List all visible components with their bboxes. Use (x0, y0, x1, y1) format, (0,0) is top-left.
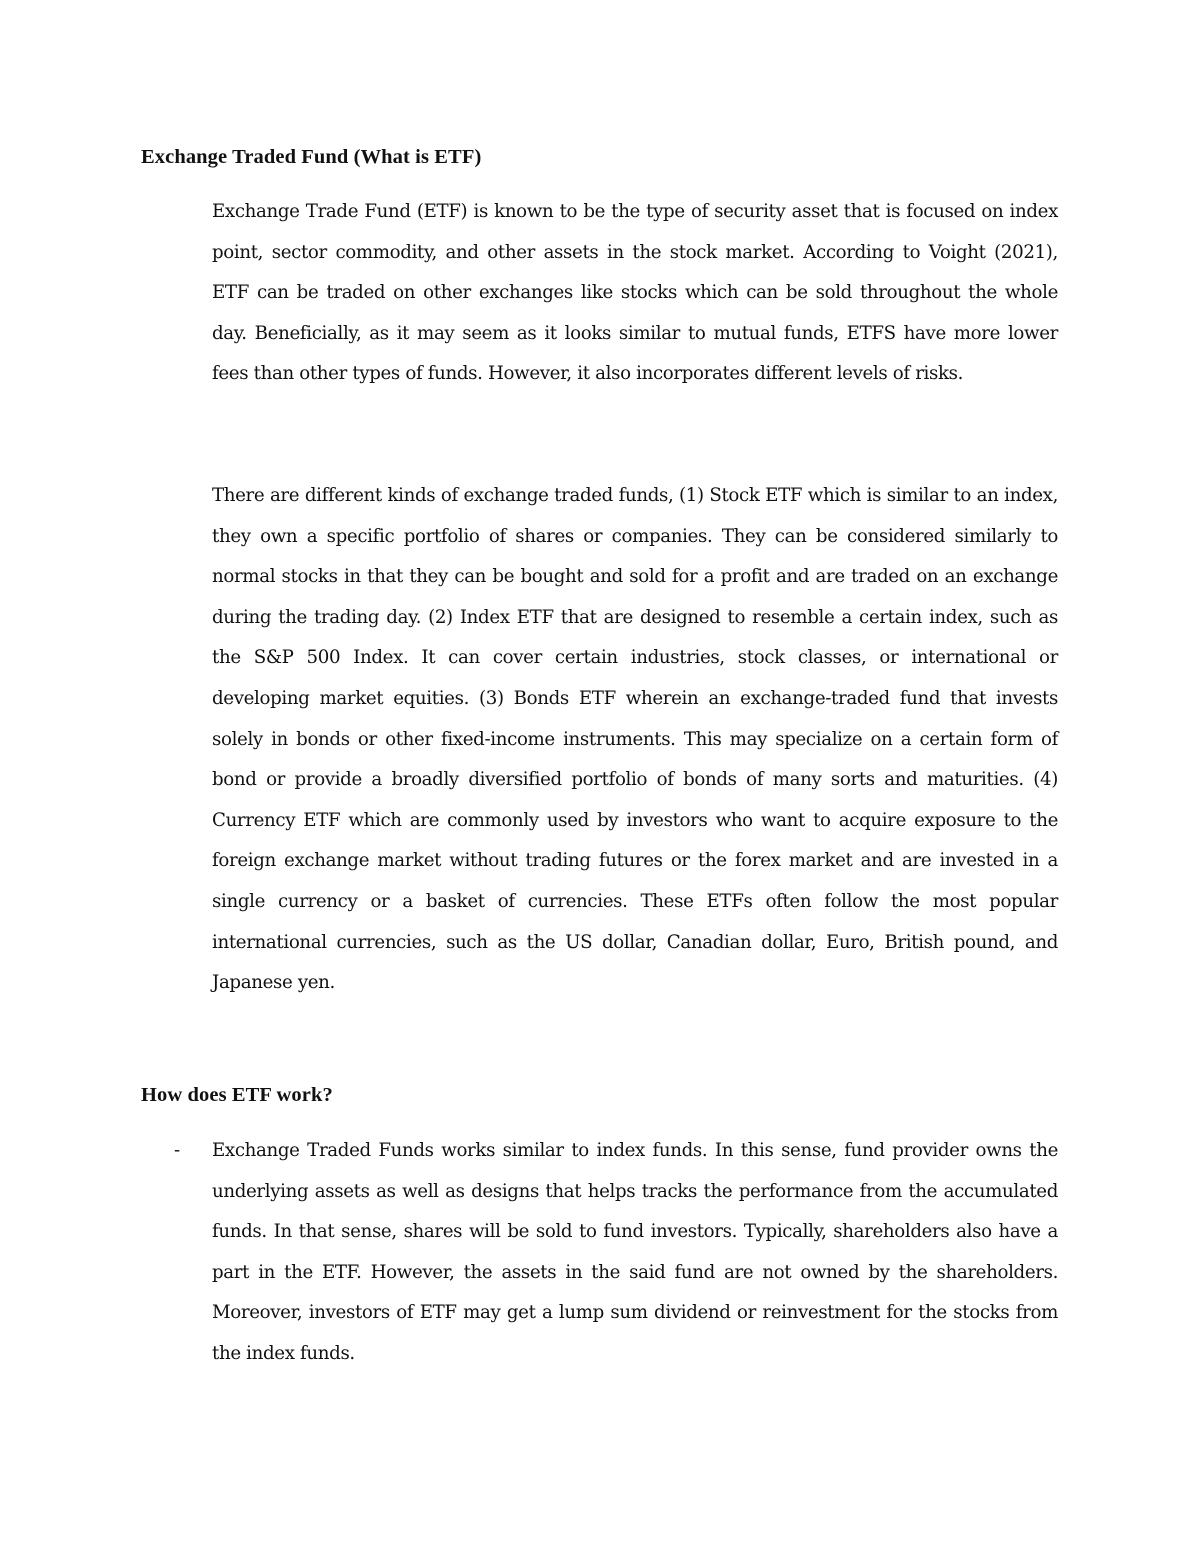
list-item-etf-mechanism: Exchange Traded Funds works similar to index funds. In this sense, fund provider owns the underlying assets as well as designs that helps tracks the performance from the accumulated funds. In that sense, shares will be sold to fund investors. Typically, shareholders also have a part in the ETF. However, the assets in the said fund are not owned by the shareholders. Moreover, investors of ETF may get a lump sum dividend or reinvestment for the stocks from the index funds. (212, 1140, 1058, 1364)
paragraph-etf-definition: Exchange Trade Fund (ETF) is known to be the type of security asset that is focused on index point, sector commodity, and other assets in the stock market. According to Voight (2021), ETF can be traded on other exchanges like stocks which can be sold throughout the whole day. Beneficially, as it may seem as it looks similar to mutual funds, ETFS have more lower fees than other types of funds. However, it also incorporates different levels of risks. (212, 201, 1058, 385)
paragraph-etf-kinds: There are different kinds of exchange traded funds, (1) Stock ETF which is similar to an index, they own a specific portfolio of shares or companies. They can be considered similarly to normal stocks in that they can be bought and sold for a profit and are traded on an exchange during the trading day. (2) Index ETF that are designed to resemble a certain index, such as the S&P 500 Index. It can cover certain industries, stock classes, or international or developing market equities. (3) Bonds ETF wherein an exchange-traded fund that invests solely in bonds or other fixed-income instruments. This may specialize on a certain form of bond or provide a broadly diversified portfolio of bonds of many sorts and maturities. (4) Currency ETF which are commonly used by investors who want to acquire exposure to the foreign exchange market without trading futures or the forex market and are invested in a single currency or a basket of currencies. These ETFs often follow the most popular international currencies, such as the US dollar, Canadian dollar, Euro, British pound, and Japanese yen. (212, 485, 1058, 994)
section-heading-how-etf-works: How does ETF work? (141, 1084, 333, 1106)
section-heading-what-is-etf: Exchange Traded Fund (What is ETF) (141, 146, 482, 168)
list-bullet-dash: - (174, 1140, 181, 1161)
